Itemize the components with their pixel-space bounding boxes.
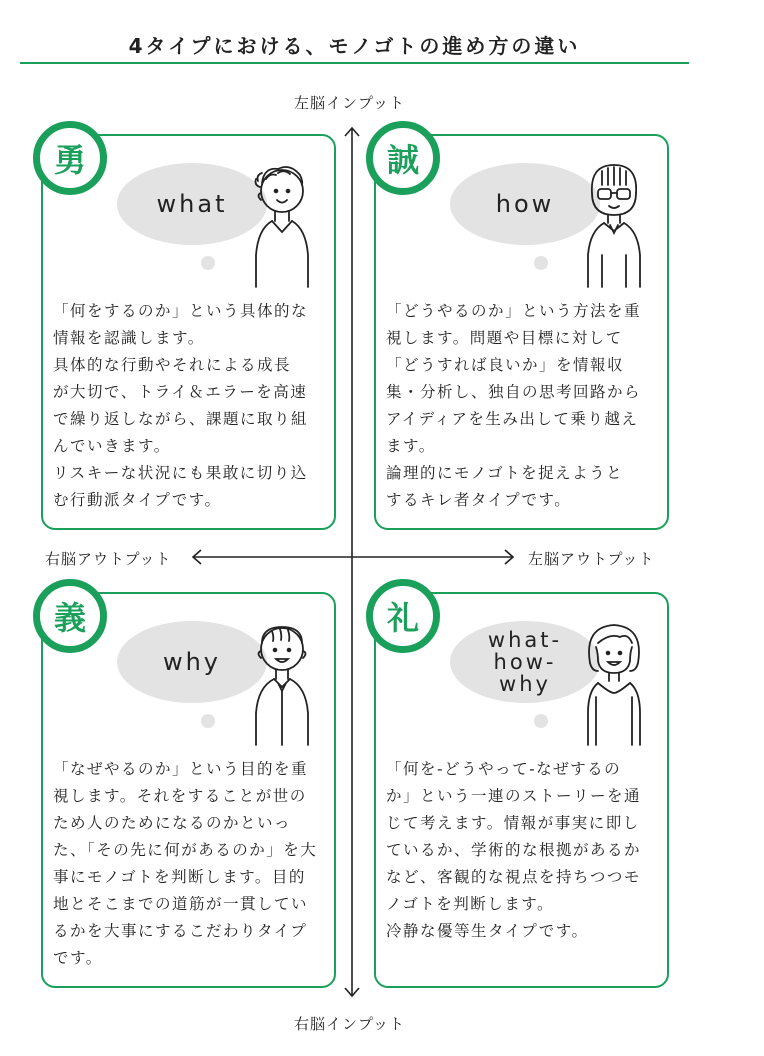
desc-line: 「なぜやるのか」という目的を重 [53, 760, 309, 778]
desc-line: 「どうやるのか」という方法を重 [386, 302, 642, 320]
badge-yuu: 勇 [33, 121, 107, 195]
desc-line: するキレ者タイプです。 [386, 491, 572, 509]
desc-line: 具体的な行動やそれによる成長 [53, 356, 292, 374]
desc-line: リスキーな状況にも果敢に切り込 [53, 464, 308, 482]
card-gi-description [53, 756, 323, 972]
desc-line: 地とそこまでの道筋が一貫してい [53, 895, 309, 913]
desc-line: ているか、学術的な根拠があるか [386, 841, 642, 859]
bubble-text: how- [493, 650, 557, 674]
desc-line: 視します。問題や目標に対して [386, 329, 623, 347]
badge-rei: 礼 [366, 579, 440, 653]
axis-label-top: 左脳インプット [294, 94, 405, 112]
thought-bubble-why [117, 621, 267, 703]
desc-line: るかを大事にするこだわりタイプ [53, 922, 308, 940]
desc-line: か」という一連のストーリーを通 [386, 787, 642, 805]
badge-makoto: 誠 [366, 121, 440, 195]
desc-line: 視します。それをすることが世の [53, 787, 307, 805]
person-bob-hair-icon [580, 613, 660, 748]
desc-line: など、客観的な視点を持ちつつモ [386, 868, 641, 886]
badge-gi: 義 [33, 579, 107, 653]
desc-line: 情報を認識します。 [53, 329, 205, 347]
bubble-dot [534, 256, 548, 270]
desc-line: 冷静な優等生タイプです。 [386, 922, 589, 940]
desc-line: 「何を-どうやって-なぜするの [386, 760, 622, 778]
bubble-text: what- [487, 628, 563, 652]
bubble-text: how [495, 190, 555, 218]
thought-bubble-what [117, 163, 267, 245]
thought-bubble-how [450, 163, 600, 245]
person-curly-hair-icon [248, 155, 328, 290]
desc-line: た、「その先に何があるのか」を大 [53, 841, 318, 859]
desc-line: んでいきます。 [53, 437, 171, 455]
thought-bubble-what-how-why [450, 621, 600, 703]
desc-line: む行動派タイプです。 [53, 491, 222, 509]
axis-label-right: 左脳アウトプット [528, 550, 655, 568]
card-makoto-description [386, 298, 656, 514]
desc-line: で繰り返しながら、課題に取り組 [53, 410, 309, 428]
card-rei-description [386, 756, 656, 945]
bubble-dot [201, 714, 215, 728]
bubble-text: why [499, 672, 551, 696]
bubble-dot [534, 714, 548, 728]
person-glasses-icon [580, 155, 660, 290]
person-short-hair-icon [248, 613, 328, 748]
desc-line: 集・分析し、独自の思考回路から [386, 383, 642, 401]
axis-label-left: 右脳アウトプット [45, 550, 172, 568]
desc-line: ノゴトを判断します。 [386, 895, 554, 913]
desc-line: 論理的にモノゴトを捉えようと [386, 464, 624, 482]
desc-line: じて考えます。情報が事実に即し [386, 814, 640, 832]
desc-line: アイディアを生み出して乗り越え [386, 410, 639, 428]
axis-label-bottom: 右脳インプット [294, 1015, 405, 1033]
bubble-dot [201, 256, 215, 270]
bubble-text: why [162, 648, 222, 676]
desc-line: ため人のためになるのかといっ [53, 814, 292, 832]
desc-line: 事にモノゴトを判断します。目的 [53, 868, 306, 886]
page-title: 4タイプにおける、モノゴトの進め方の違い [128, 34, 581, 58]
desc-line: 「何をするのか」という具体的な [53, 302, 309, 320]
desc-line: ます。 [386, 437, 436, 455]
desc-line: が大切で、トライ＆エラーを高速 [53, 383, 308, 401]
desc-line: 「どうすれば良いか」を情報収 [386, 356, 625, 374]
desc-line: です。 [53, 949, 103, 967]
bubble-text: what [156, 190, 228, 218]
card-yuu-description [53, 298, 323, 514]
